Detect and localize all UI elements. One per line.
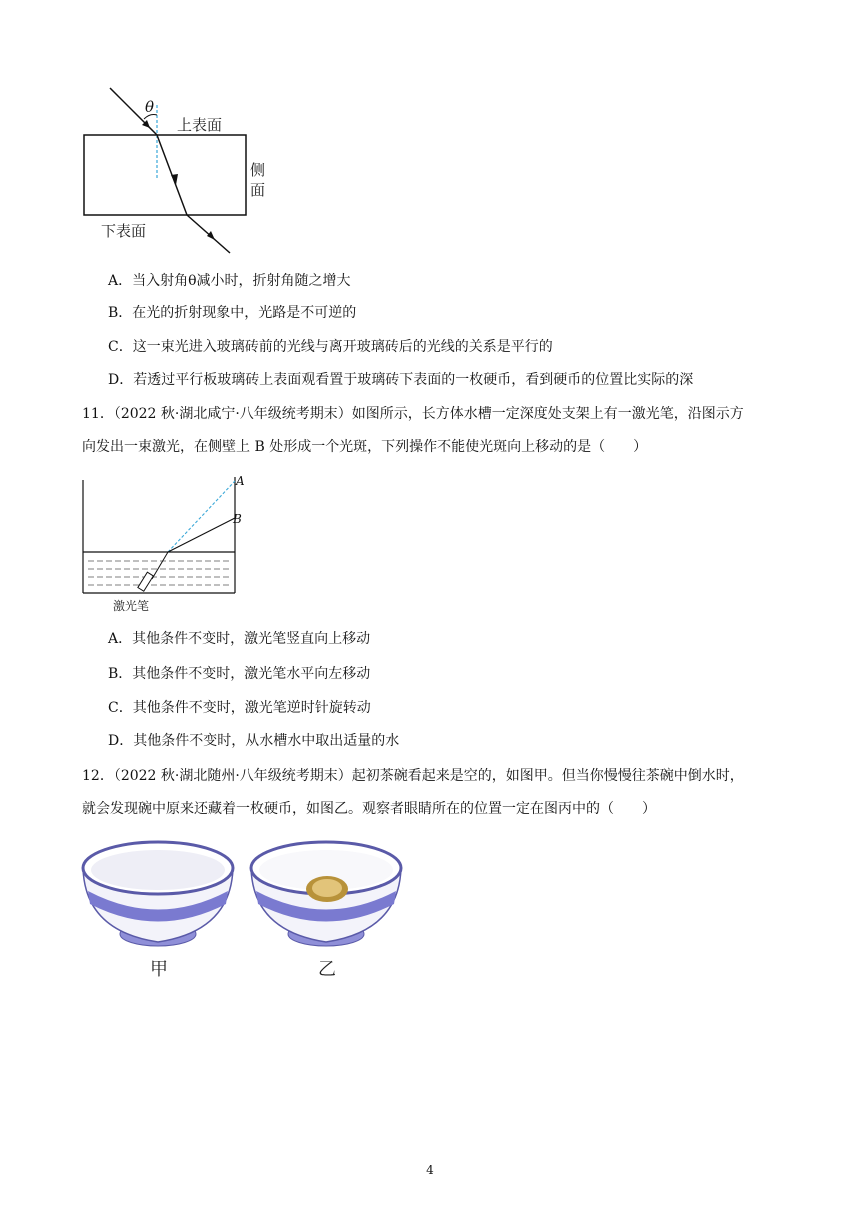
q10-option-b: B．在光的折射现象中，光路是不可逆的 — [108, 305, 357, 321]
q12-stem-line1: 12．（2022 秋·湖北随州·八年级统考期末）起初茶碗看起来是空的，如图甲。但当你慢慢往茶碗中倒水时， — [82, 768, 744, 784]
q11-option-a: A．其他条件不变时，激光笔竖直向上移动 — [108, 631, 371, 647]
q10-option-a: A．当入射角θ减小时，折射角随之增大 — [108, 273, 351, 289]
lower-surface-label: 下表面 — [101, 222, 147, 240]
q10-option-c: C．这一束光进入玻璃砖前的光线与离开玻璃砖后的光线的关系是平行的 — [108, 339, 553, 355]
q11-stem-line2: 向发出一束激光，在侧壁上 B 处形成一个光斑，下列操作不能使光斑向上移动的是（ ） — [82, 439, 648, 455]
bowl-yi-label: 乙 — [318, 959, 336, 980]
water-tank-figure — [80, 475, 250, 600]
side-label: 侧面 — [250, 161, 266, 199]
page-number: 4 — [426, 1163, 434, 1177]
point-a-label: A — [236, 474, 245, 488]
q10-option-d: D．若透过平行板玻璃砖上表面观看置于玻璃砖下表面的一枚硬币，看到硬币的位置比实际的深 — [108, 372, 694, 388]
q12-stem-line2: 就会发现碗中原来还藏着一枚硬币，如图乙。观察者眼睛所在的位置一定在图丙中的（ ） — [82, 801, 656, 817]
q11-option-d: D．其他条件不变时，从水槽水中取出适量的水 — [108, 733, 400, 749]
laser-pen-label: 激光笔 — [113, 599, 150, 613]
q11-option-b: B．其他条件不变时，激光笔水平向左移动 — [108, 666, 371, 682]
upper-surface-label: 上表面 — [177, 116, 223, 134]
bowl-jia-label: 甲 — [150, 959, 168, 980]
q11-stem-line1: 11．（2022 秋·湖北咸宁·八年级统考期末）如图所示，长方体水槽一定深度处支架上有一激光笔，沿图示方 — [82, 406, 744, 422]
point-b-label: B — [233, 512, 242, 526]
bowl-yi-figure — [248, 836, 408, 954]
q11-option-c: C．其他条件不变时，激光笔逆时针旋转动 — [108, 700, 371, 716]
theta-label: θ — [145, 98, 155, 116]
bowl-jia-figure — [80, 836, 240, 954]
